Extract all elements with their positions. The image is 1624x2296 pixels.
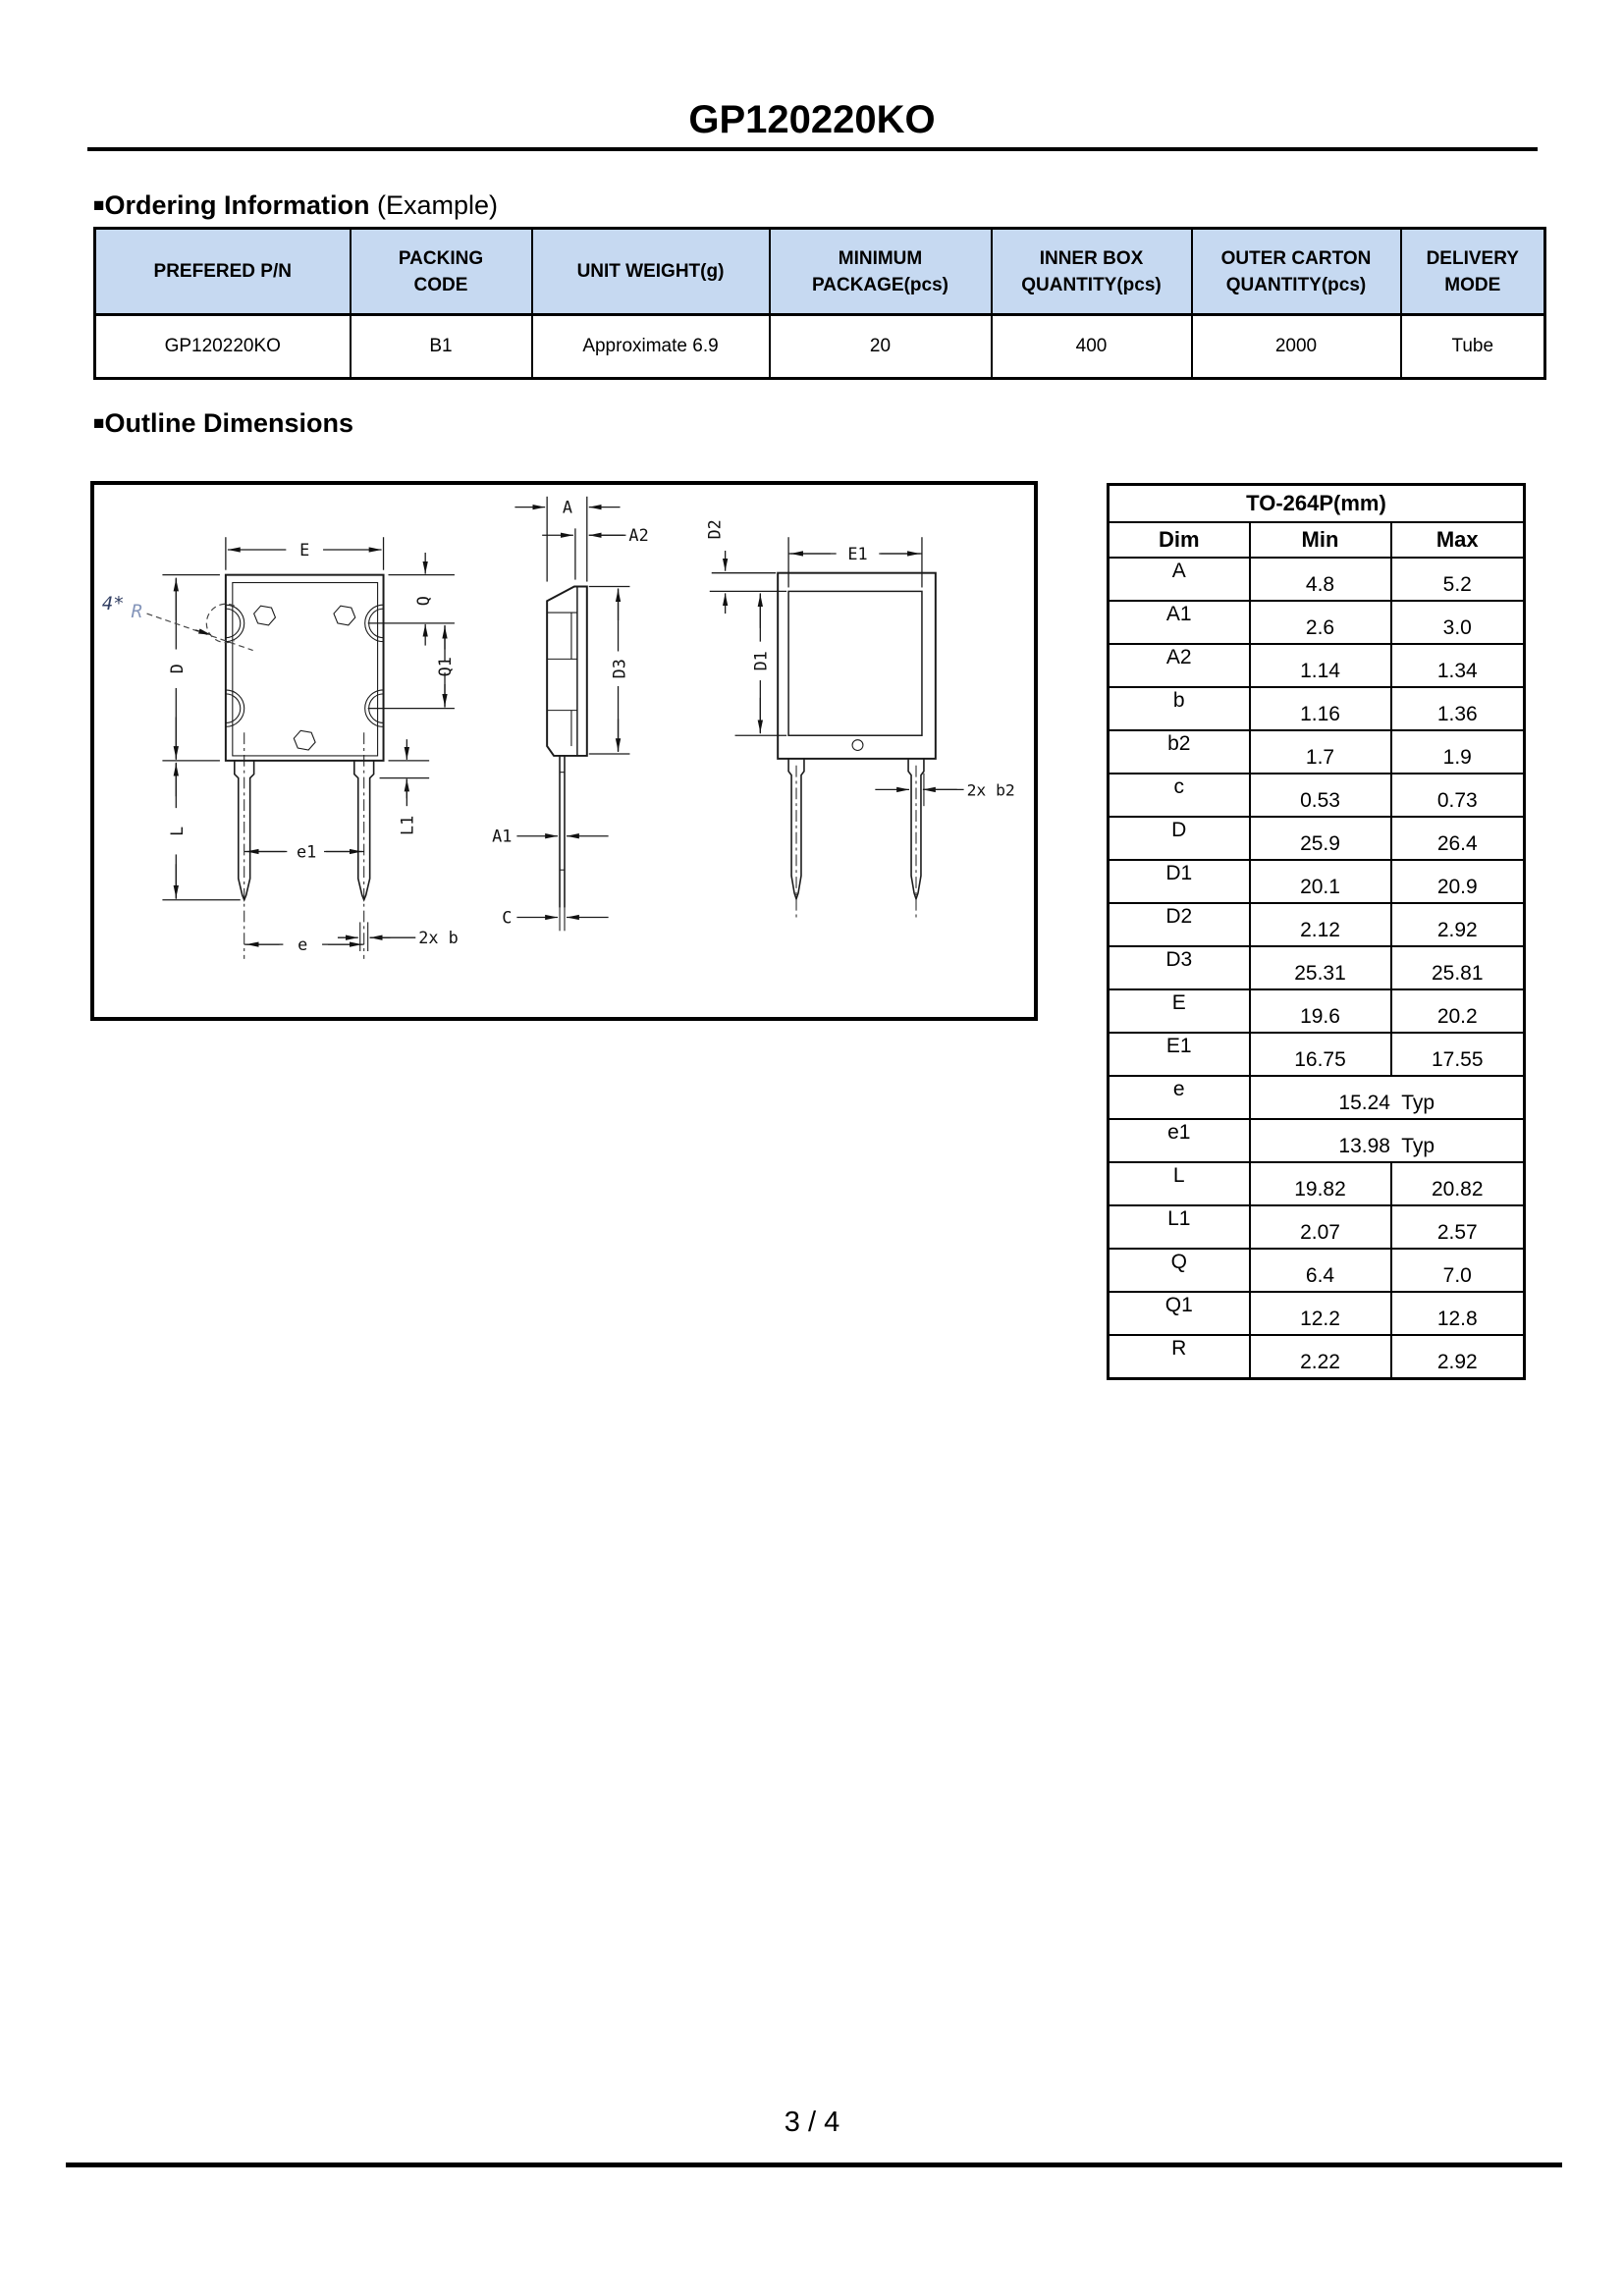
dim-row: L 19.82 20.82 [1109, 1162, 1525, 1205]
dim-table-title-row [1109, 485, 1525, 523]
col-header-min: Min [1250, 522, 1391, 558]
dim-row: R 2.22 2.92 [1109, 1335, 1525, 1379]
dim-table-header-row [1109, 522, 1525, 558]
dim-label-E: E [299, 539, 310, 560]
dim-label-D: D [167, 664, 188, 674]
dim-row: Q1 12.2 12.8 [1109, 1292, 1525, 1335]
col-header-unit-weight: UNIT WEIGHT(g) [532, 229, 770, 315]
ordering-heading-suffix: (Example) [369, 190, 499, 220]
dim-row-typ: e1 13.98 Typ [1109, 1119, 1525, 1162]
ordering-header-row [95, 229, 1545, 315]
dim-row: b2 1.7 1.9 [1109, 730, 1525, 774]
dim-label-D3: D3 [609, 659, 629, 679]
page-title: GP120220KO [688, 98, 936, 141]
dim-label-2xb2: 2x b2 [966, 780, 1015, 800]
mounting-hole-icon [852, 740, 863, 751]
package-outline-drawing [94, 485, 1034, 1017]
dim-label-e: e [298, 934, 308, 954]
footer-rule [66, 2163, 1562, 2167]
cell-part-number: GP120220KO [95, 315, 351, 379]
ordering-heading-text: Ordering Information [104, 190, 370, 220]
dimension-table [1107, 483, 1526, 1380]
dim-label-A2: A2 [628, 525, 649, 546]
dim-row-typ: e 15.24 Typ [1109, 1076, 1525, 1119]
hex-hole-icon [254, 606, 276, 625]
dim-row: D 25.9 26.4 [1109, 817, 1525, 860]
dim-row: A1 2.6 3.0 [1109, 601, 1525, 644]
dim-label-Q1: Q1 [434, 657, 455, 677]
col-header-prefered-pn: PREFERED P/N [95, 229, 351, 315]
side-view [492, 497, 649, 931]
bullet-square-icon: ■ [93, 195, 105, 216]
dim-label-A1: A1 [492, 826, 513, 846]
ordering-data-row [95, 315, 1545, 379]
col-header-packing-code: PACKING CODE [351, 229, 532, 315]
outline-heading-text: Outline Dimensions [104, 408, 354, 438]
dim-row: D3 25.31 25.81 [1109, 946, 1525, 989]
dim-label-A: A [562, 497, 573, 517]
outline-section-heading [93, 405, 353, 442]
front-view [102, 537, 459, 959]
ordering-info-table [93, 227, 1546, 380]
dim-row: D2 2.12 2.92 [1109, 903, 1525, 946]
hex-hole-icon [334, 606, 355, 625]
cell-min-package: 20 [770, 315, 992, 379]
dim-row: E1 16.75 17.55 [1109, 1033, 1525, 1076]
page-number: 3 / 4 [784, 2107, 840, 2138]
dim-label-D1: D1 [750, 651, 771, 671]
dim-label-L: L [167, 826, 188, 836]
outline-drawing-frame [90, 481, 1038, 1021]
col-header-dim: Dim [1109, 522, 1250, 558]
dim-label-L1: L1 [397, 815, 417, 835]
note-4x-label: 4* [101, 594, 125, 615]
dim-table-title: TO-264P(mm) [1109, 485, 1525, 523]
dim-label-C: C [502, 907, 513, 928]
dim-label-e1: e1 [297, 841, 317, 862]
dim-label-E1: E1 [847, 543, 868, 563]
col-header-min-package: MINIMUM PACKAGE(pcs) [770, 229, 992, 315]
dim-row: E 19.6 20.2 [1109, 989, 1525, 1033]
dim-row: D1 20.1 20.9 [1109, 860, 1525, 903]
col-header-outer-carton: OUTER CARTON QUANTITY(pcs) [1192, 229, 1401, 315]
cell-inner-box: 400 [992, 315, 1192, 379]
col-header-delivery-mode: DELIVERY MODE [1401, 229, 1545, 315]
dim-label-Q: Q [413, 596, 434, 607]
cell-packing-code: B1 [351, 315, 532, 379]
cell-delivery-mode: Tube [1401, 315, 1545, 379]
dim-row: L1 2.07 2.57 [1109, 1205, 1525, 1249]
dim-row: b 1.16 1.36 [1109, 687, 1525, 730]
dim-label-D2: D2 [704, 519, 725, 540]
bullet-square-icon: ■ [93, 413, 105, 434]
hex-hole-icon [294, 730, 315, 750]
col-header-inner-box: INNER BOX QUANTITY(pcs) [992, 229, 1192, 315]
dim-row: c 0.53 0.73 [1109, 774, 1525, 817]
cell-outer-carton: 2000 [1192, 315, 1401, 379]
dim-row: A2 1.14 1.34 [1109, 644, 1525, 687]
header-rule [87, 147, 1538, 151]
back-view [705, 519, 1015, 918]
dim-label-2xb: 2x b [418, 928, 459, 948]
dim-row: Q 6.4 7.0 [1109, 1249, 1525, 1292]
col-header-max: Max [1391, 522, 1525, 558]
dim-row: A 4.8 5.2 [1109, 558, 1525, 601]
cell-unit-weight: Approximate 6.9 [532, 315, 770, 379]
dim-label-R: R [131, 602, 143, 622]
ordering-section-heading [93, 187, 498, 224]
